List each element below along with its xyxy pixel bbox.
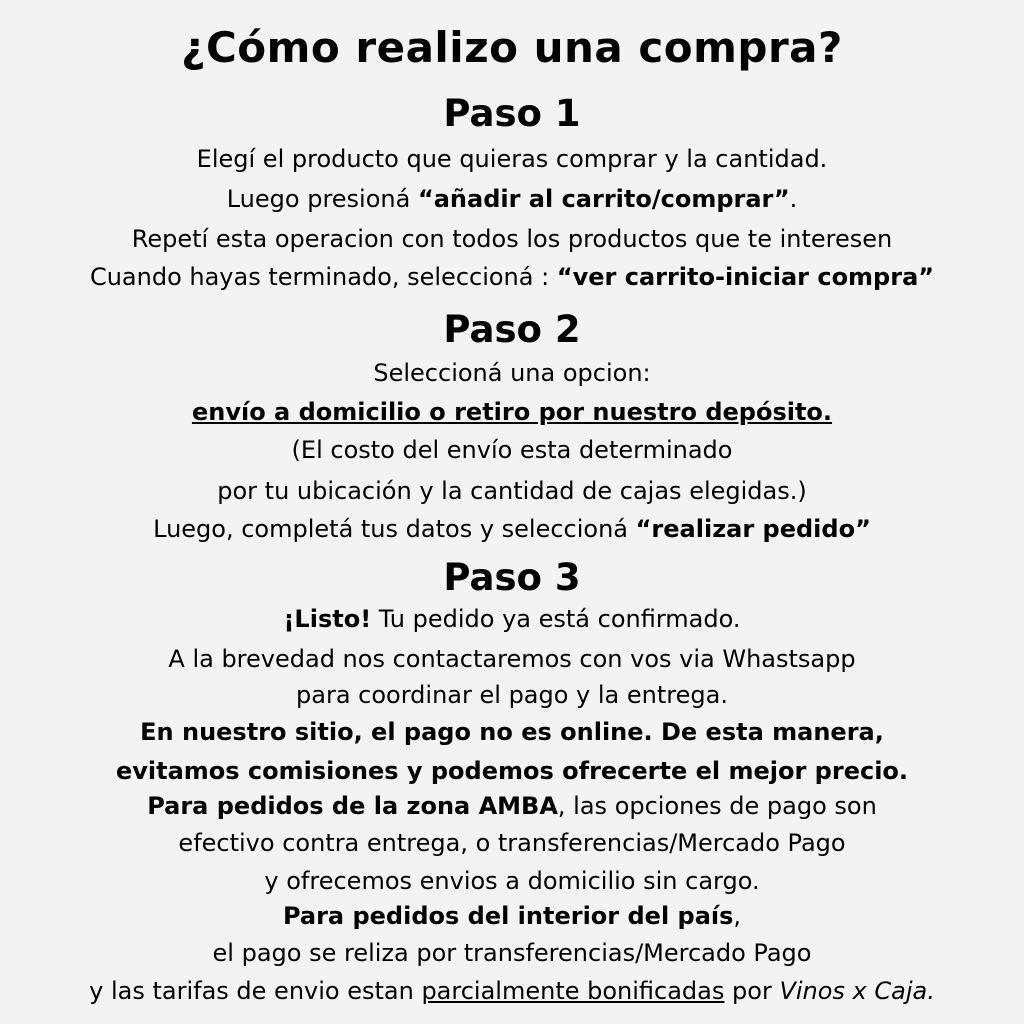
step2-line3: (El costo del envío esta determinado	[291, 436, 733, 464]
step3-line6-text: , las opciones de pago son	[557, 792, 877, 820]
step3-line1-text: Tu pedido ya está confirmado.	[371, 605, 741, 633]
step1-line2-end: .	[789, 185, 798, 213]
step1-line4-text: Cuando hayas terminado, seleccioná :	[89, 263, 557, 291]
step3-line5	[0, 756, 1024, 786]
step1-heading: Paso 1	[443, 92, 581, 135]
step2-line5-text: Luego, completá tus datos y seleccioná	[153, 515, 636, 543]
step2-line1: Seleccioná una opcion:	[373, 359, 651, 387]
ready-label: ¡Listo!	[283, 605, 372, 633]
step3-line11-text: y las tarifas de envio estan	[89, 977, 422, 1005]
step1-line2-text: Luego presioná	[226, 185, 418, 213]
step3-line1	[0, 604, 1024, 634]
step3-line2: A la brevedad nos contactaremos con vos via Whastsapp	[168, 645, 856, 673]
payment-note-2: evitamos comisiones y podemos ofrecerte el mejor precio.	[115, 757, 909, 785]
step1-line3: Repetí esta operacion con todos los productos que te interesen	[131, 225, 893, 253]
payment-note-1: En nuestro sitio, el pago no es online. De esta manera,	[140, 718, 884, 746]
step3-line10: el pago se reliza por transferencias/Mercado Pago	[212, 939, 812, 967]
brand-name: Vinos x Caja.	[779, 977, 935, 1005]
shipping-options-text: envío a domicilio o retiro por nuestro depósito.	[191, 398, 833, 426]
interior-label: Para pedidos del interior del país	[282, 902, 734, 930]
view-cart-label: “ver carrito-iniciar compra”	[556, 263, 935, 291]
step2-line5	[0, 514, 1024, 544]
partially-discounted-text: parcialmente bonificadas	[421, 977, 725, 1005]
step3-line11	[0, 976, 1024, 1006]
step1-line2	[0, 184, 1024, 214]
amba-label: Para pedidos de la zona AMBA	[147, 792, 558, 820]
step3-line7: efectivo contra entrega, o transferencias/Mercado Pago	[178, 829, 846, 857]
step3-line8: y ofrecemos envios a domicilio sin cargo.	[264, 867, 760, 895]
step3-line11-mid: por	[724, 977, 780, 1005]
page-title: ¿Cómo realizo una compra?	[181, 23, 843, 72]
step3-heading: Paso 3	[443, 556, 581, 599]
add-to-cart-label: “añadir al carrito/comprar”	[417, 185, 790, 213]
step2-heading: Paso 2	[443, 308, 581, 351]
step3-line9	[0, 901, 1024, 931]
step2-line2	[0, 397, 1024, 427]
step1-line4	[0, 262, 1024, 292]
step3-line6	[0, 791, 1024, 821]
place-order-label: “realizar pedido”	[635, 515, 871, 543]
step3-line9-end: ,	[733, 902, 742, 930]
step3-line4	[0, 717, 1024, 747]
step3-line3: para coordinar el pago y la entrega.	[296, 681, 728, 709]
step2-line4: por tu ubicación y la cantidad de cajas elegidas.)	[217, 477, 807, 505]
step1-line1: Elegí el producto que quieras comprar y la cantidad.	[196, 145, 828, 173]
